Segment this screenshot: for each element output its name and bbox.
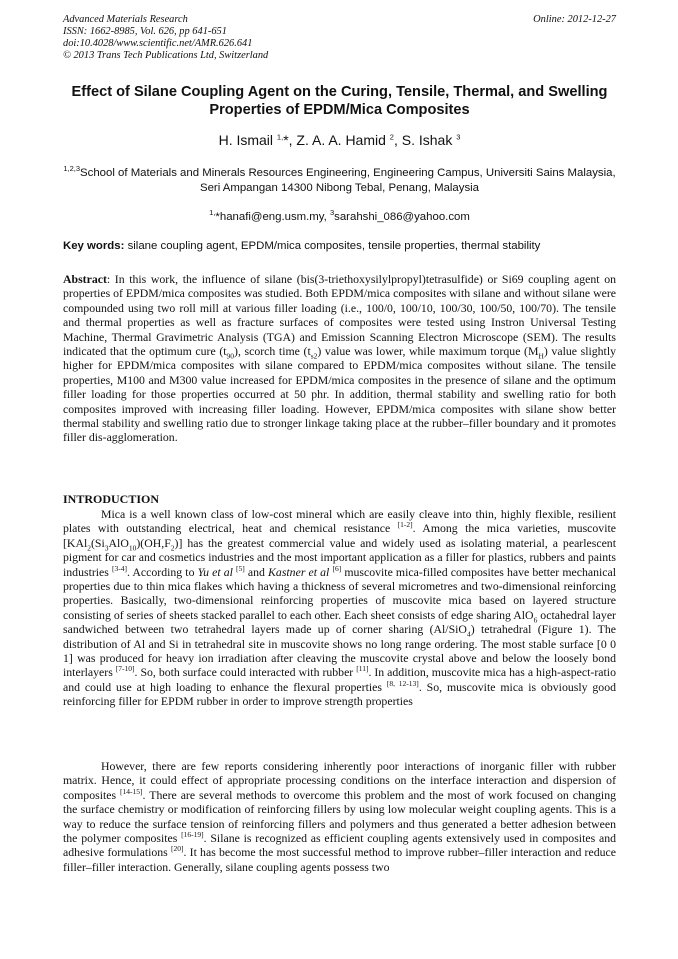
- affiliation-text: School of Materials and Minerals Resources Engineering, Engineering Campus, Universiti Sains Malaysia, Seri Ampangan 14300 Nibong Tebal, Penang, Malaysia: [80, 167, 616, 194]
- citation: [20]: [170, 844, 184, 854]
- citation: [1-2]: [397, 520, 413, 530]
- author-1-affil: 1,: [276, 132, 284, 142]
- author-2: Z. A. A. Hamid: [296, 132, 386, 148]
- body-text: . It has become the most successful method to improve rubber–filler interaction and reduce filler–filler interaction. Generally, silane coupling agents possess two: [63, 845, 616, 874]
- intro-paragraph-1: [63, 507, 616, 709]
- citation: [7-10]: [115, 664, 135, 674]
- body-text: . So, muscovite mica is obviously good reinforcing filler for EPDM rubber in order to improve strength properties: [63, 679, 617, 709]
- body-text: Mica is a well known class of low-cost mineral which are easily cleave into thin, highly flexible, resilient plates with outstanding electrical, heat and chemical resistance: [63, 507, 616, 536]
- body-text: . Among the mica varieties, muscovite [KAl: [63, 521, 616, 550]
- copyright-line: © 2013 Trans Tech Publications Ltd, Switzerland: [63, 50, 269, 61]
- citation: [16-19]: [181, 830, 204, 840]
- body-text: )] has the greatest commercial value and widely used as isolating material, a pearlescent pigment for car and cosmetics industries and the most important application as a filler for plastics, rubbers and paints industries: [63, 535, 616, 579]
- body-text: octahedral layer sandwiched between two tetrahedral layers made up of corner sharing (Al/SiO: [63, 607, 616, 637]
- email-1[interactable]: *hanafi@eng.usm.my,: [215, 211, 327, 223]
- author-emails: [63, 210, 616, 224]
- body-text: AlO: [108, 535, 129, 550]
- citation: [11]: [356, 664, 369, 674]
- formula-subscript: 2: [87, 543, 91, 553]
- formula-subscript: 6: [533, 615, 538, 625]
- email-3-mark: 3: [329, 208, 335, 218]
- body-text: muscovite mica-filled composites have better mechanical properties due to thin mica flakes which having a thickness of several micrometres and two-dimensional reinforcing properties. Basically, two-dimensional reinforcing properties of muscovite mica based on layered structure consisting of series of sheets stacked parallel to each other. Each sheet consists of edge sharing AlO: [63, 564, 617, 622]
- abstract-label: Abstract: [63, 272, 107, 286]
- email-3[interactable]: sarahshi_086@yahoo.com: [334, 211, 470, 223]
- citation: [14-15]: [120, 786, 143, 796]
- citation: [6]: [332, 563, 342, 573]
- keywords-text: silane coupling agent, EPDM/mica composites, tensile properties, thermal stability: [127, 240, 541, 252]
- abstract: [63, 272, 616, 445]
- paper-title: Effect of Silane Coupling Agent on the Curing, Tensile, Thermal, and Swelling Properties of EPDM/Mica Composites: [71, 84, 608, 118]
- affiliation-marks: 1,2,3: [63, 164, 81, 174]
- author-3-affil: 3: [456, 132, 461, 142]
- author-1: H. Ismail: [218, 132, 274, 148]
- cited-author: Kastner et al: [268, 564, 330, 579]
- issn-line: ISSN: 1662-8985, Vol. 626, pp 641-651: [63, 26, 227, 37]
- body-text: . Silane is recognized as efficient coupling agents extensively used in composites and adhesive formulations: [63, 831, 616, 860]
- abstract-text: : In this work, the influence of silane (bis(3-triethoxysilylpropyl)tetrasulfide) or Si69 coupling agent on properties of EPDM/mica composites was studied. Both EPDM/mica composites with silane and without silane were compounded using two roll mill at various filler loading (i.e., 100/0, 100/10, 100/30, 100/50, 100/70). The tensile and thermal properties as well as fracture surfaces of composites were tested using Instron Universal Testing Machine, Thermal Gravimetric Analysis (TGA) and Emission Scanning Electron Microscope (SEM). The results indicated that the optimum cure (t: [63, 272, 616, 359]
- body-text: and: [244, 564, 269, 579]
- cited-author: Yu et al: [197, 564, 233, 579]
- online-date: Online: 2012-12-27: [533, 14, 616, 25]
- body-text: However, there are few reports considering inherently poor interactions of inorganic filler with rubber matrix. Hence, it could effect of appropriate processing conditions on the interface interaction and dispersion of composites: [63, 759, 616, 802]
- citation: [5]: [236, 563, 245, 573]
- keywords-label: Key words:: [63, 240, 125, 252]
- keywords: [63, 239, 616, 253]
- citation: [8, 12-13]: [386, 678, 419, 688]
- formula-subscript: 3: [104, 543, 109, 553]
- affiliation: [63, 166, 616, 196]
- citation: [3-4]: [112, 563, 127, 573]
- body-text: (Si: [91, 535, 105, 550]
- journal-name: Advanced Materials Research: [63, 14, 188, 25]
- abstract-text: ) value was lower, while maximum torque (M: [317, 344, 539, 359]
- body-text: . So, both surface could interacted with rubber: [134, 665, 357, 680]
- formula-subscript: 4: [466, 629, 471, 639]
- corresponding-mark: *: [283, 132, 289, 148]
- author-separator: ,: [393, 132, 402, 148]
- formula-subscript: 2: [170, 543, 175, 553]
- body-text: . In addition, muscovite mica has a high-aspect-ratio and could use at high loading to enhance the flexural properties: [63, 665, 616, 694]
- body-text: ) tetrahedral (Figure 1). The distribution of Al and Si in tetrahedral site in muscovite shows no long range ordering. The most stable surface [0 0 1] was produced for heavy ion irradiation after cleaving the muscovite crystal above and below the loosely bond interlayers: [63, 622, 616, 680]
- abstract-text: ) value slightly higher for EPDM/mica composites with silane compared to EPDM/mica composites without silane. The tensile properties, M100 and M300 value increased for EPDM/mica composites in the presence of silane and the optimum filler loading for those properties occurred at 50 phr. In addition, thermal stability and swelling ratio for both composites improved with increasing filler loading. However, EPDM/mica composites with silane show better thermal stability and swelling ratio due to stronger linkage taking place at the rubber–filler boundary and it promotes filler dis-agglomeration.: [63, 344, 616, 445]
- author-separator: ,: [288, 132, 297, 148]
- subscript: H: [538, 351, 544, 361]
- abstract-text: ), scorch time (t: [234, 344, 311, 359]
- body-text: . There are several methods to overcome this problem and the most of work focused on changing the surface chemistry or modification of reinforcing fillers by using low molecular weight coupling agents. This is a way to reduce the surface tension of reinforcing fillers and polymers and thus generated a better adhesion between the polymer composites: [63, 787, 617, 846]
- email-1-mark: 1,: [209, 208, 216, 218]
- subscript: s2: [310, 351, 318, 361]
- body-text: . According to: [127, 564, 198, 579]
- journal-header: [63, 14, 616, 62]
- body-text: )(OH,F: [136, 535, 171, 550]
- author-list: [63, 131, 616, 149]
- subscript: 90: [226, 351, 235, 361]
- introduction-heading: INTRODUCTION: [63, 492, 160, 506]
- formula-subscript: 10: [128, 543, 137, 553]
- intro-paragraph-2: [63, 759, 616, 874]
- author-3: S. Ishak: [401, 132, 453, 148]
- author-2-affil: 2: [389, 132, 394, 142]
- doi-line: doi:10.4028/www.scientific.net/AMR.626.641: [63, 38, 253, 49]
